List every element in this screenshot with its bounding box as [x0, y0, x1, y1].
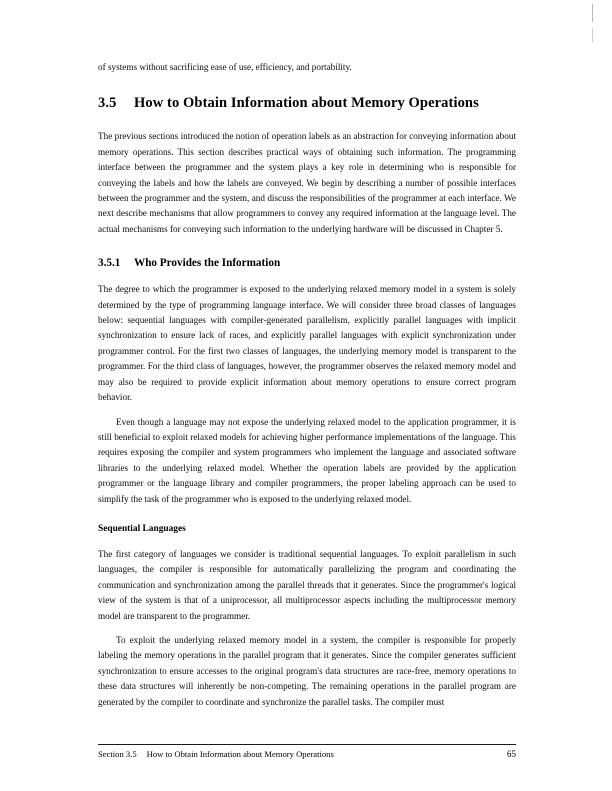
footer-page-number: 65: [507, 749, 516, 759]
subsubsection-paragraph-1: The first category of languages we consider is traditional sequential languages. To exploit parallelism in such languages, the compiler is responsible for automatically parallelizing the program and coordinating the communication and synchronization among the parallel threads that it generates. Since the programmer's logical view of the system is that of a uniprocessor, all multiprocessor aspects including the multiprocessor memory model are transparent to the programmer.: [98, 548, 516, 621]
section-title: How to Obtain Information about Memory Operations: [134, 95, 479, 112]
edge-mark-lower: [592, 28, 593, 42]
footer-divider: [98, 744, 516, 745]
subsubsection-paragraph-2: To exploit the underlying relaxed memory model in a system, the compiler is responsible for properly labeling the memory operations in the parallel program that it generates. Since the compiler generates sufficient synchronization to ensure accesses to the original program's data structures are race-free, memory operations to these data structures will inherently be non-competing. The remaining operations in the parallel program are generated by the compiler to coordinate and synchronize the parallel tasks. The compiler must: [98, 634, 516, 707]
footer-section-label: Section 3.5: [98, 749, 137, 759]
footer-row: [98, 749, 516, 759]
subsection-paragraph-2: Even though a language may not expose the underlying relaxed model to the application programmer, it is still beneficial to exploit relaxed models for achieving higher performance implementations of the language. This requires exposing the compiler and system programmers who implement the language and associated software libraries to the underlying relaxed model. Whether the operation labels are provided by the application programmer or the language library and compiler programmers, the proper labeling approach can be used to simplify the task of the programmer who is exposed to the underlying relaxed model.: [98, 416, 516, 504]
section-paragraph-1: The previous sections introduced the notion of operation labels as an abstraction for conveying information about memory operations. This section describes practical ways of obtaining such information. The programming interface between the programmer and the system plays a key role in determining who is responsible for conveying the labels and how the labels are conveyed. We begin by describing a number of possible interfaces between the programmer and the system, and discuss the responsibilities of the programmer at each interface. We next describe mechanisms that allow programmers to convey any required information at the language level. The actual mechanisms for conveying such information to the underlying hardware will be discussed in Chapter 5.: [98, 131, 516, 234]
subsection-paragraph-1: The degree to which the programmer is exposed to the underlying relaxed memory model in a system is solely determined by the type of programming language interface. We will consider three broad classes of languages below: sequential languages with compiler-generated parallelism, explicitly parallel languages with implicit synchronization to ensure lack of races, and explicitly parallel languages with explicit synchronization under programmer control. For the first two classes of languages, the underlying memory model is transparent to the programmer. For the third class of languages, however, the programmer observes the relaxed memory model and may also be required to provide explicit information about memory operations to ensure correct program behavior.: [98, 284, 516, 403]
subsection-title: Who Provides the Information: [134, 257, 281, 270]
page-footer: [98, 744, 516, 759]
section-number: 3.5: [98, 95, 117, 112]
edge-mark-upper: [592, 4, 593, 22]
continuation-paragraph: of systems without sacrificing ease of use, efficiency, and portability.: [98, 62, 352, 72]
subsection-number: 3.5.1: [98, 257, 121, 270]
subsubsection-heading: Sequential Languages: [98, 523, 186, 534]
footer-left: [98, 749, 334, 759]
page-content: [98, 60, 516, 710]
section-heading: [98, 95, 516, 112]
page-edge-marks: [592, 4, 594, 44]
footer-section-title: How to Obtain Information about Memory Operations: [146, 749, 334, 759]
subsection-heading: [98, 257, 516, 269]
